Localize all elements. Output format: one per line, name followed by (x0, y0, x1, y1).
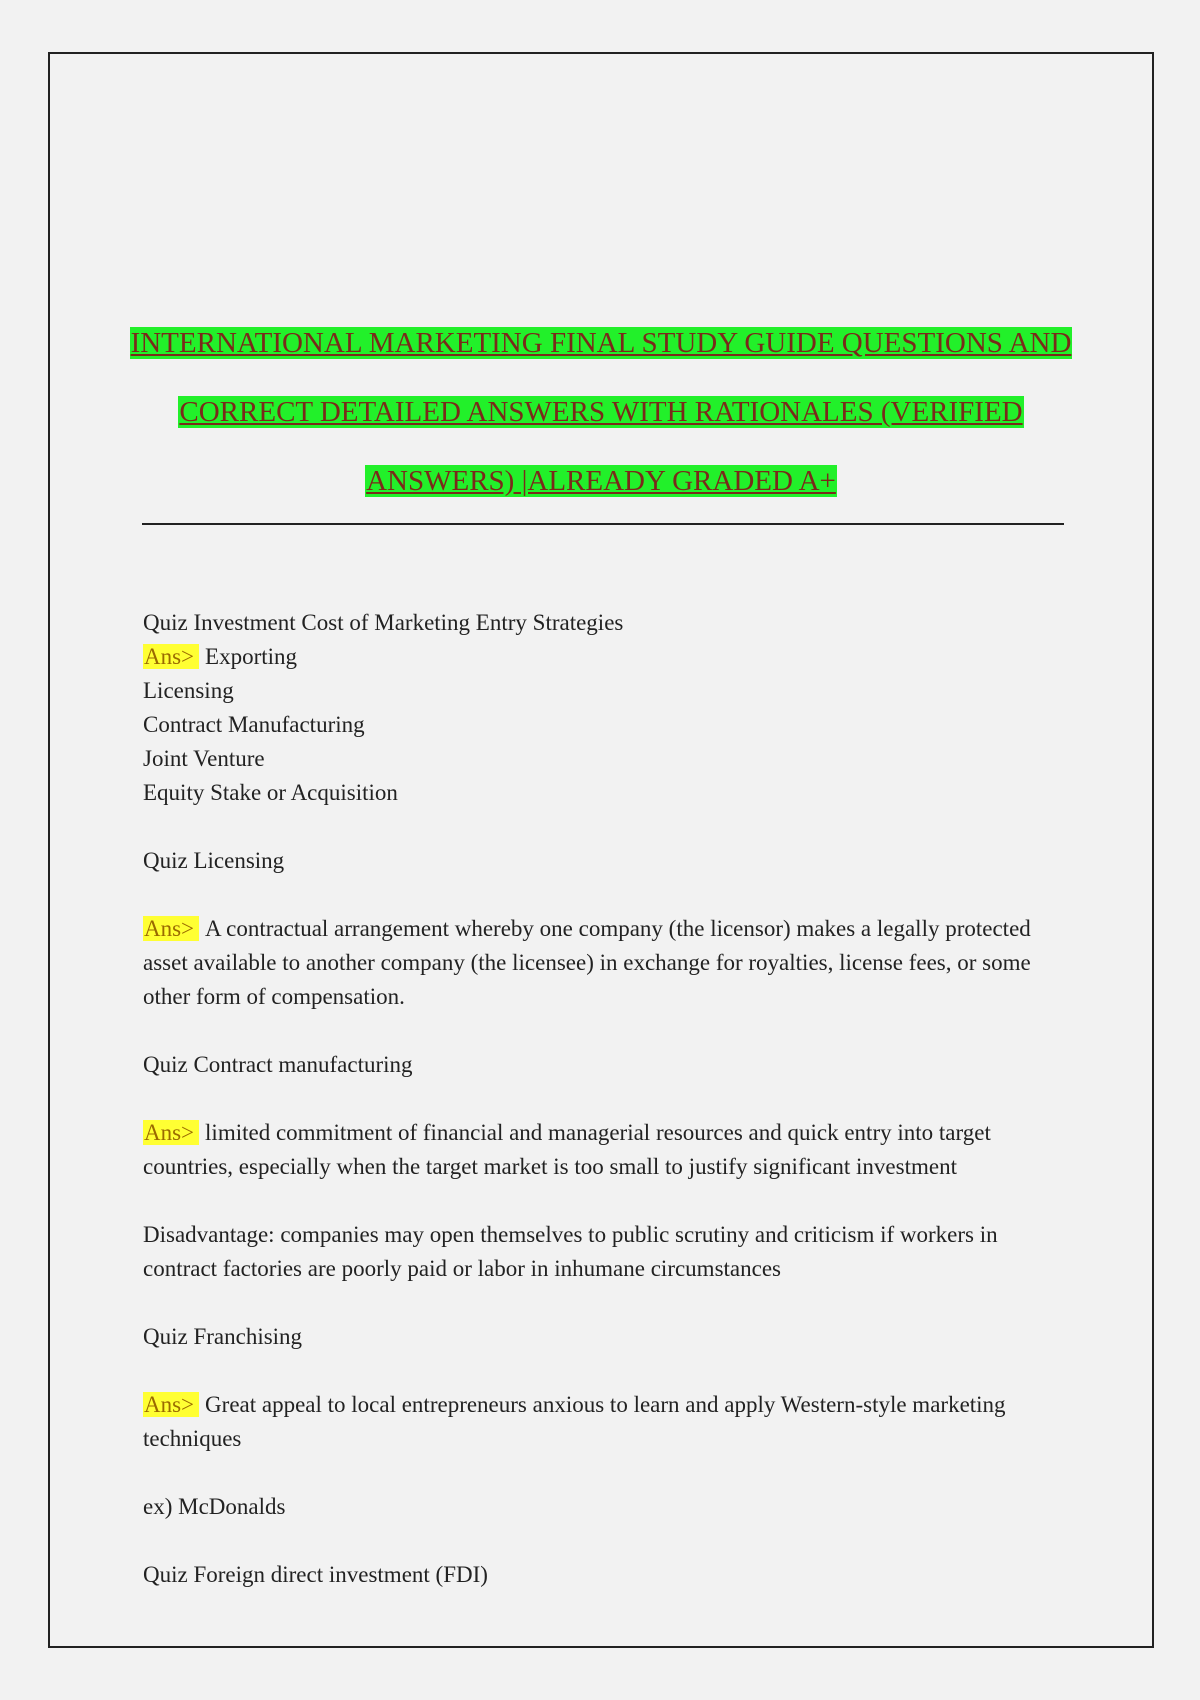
ans-label: Ans> (143, 916, 199, 941)
answer-investment-cost (143, 640, 1073, 674)
ans-label: Ans> (143, 644, 199, 669)
disadvantage-note: Disadvantage: companies may open themselves to public scrutiny and criticism if workers in contract factories are poorly paid or labor in inhumane circumstances (143, 1222, 998, 1281)
answer-licensing (143, 912, 1073, 1014)
answer-contract-manufacturing (143, 1116, 1073, 1184)
ans-label: Ans> (143, 1120, 199, 1145)
question-investment-cost: Quiz Investment Cost of Marketing Entry Strategies (143, 610, 624, 635)
answer-line: Contract Manufacturing (143, 712, 365, 737)
ans-label: Ans> (143, 1392, 199, 1417)
title-line-2: CORRECT DETAILED ANSWERS WITH RATIONALES (VERIFIED (179, 396, 1023, 428)
answer-franchising (143, 1388, 1073, 1456)
title-line-3: ANSWERS) |ALREADY GRADED A+ (366, 465, 836, 497)
question-licensing: Quiz Licensing (143, 848, 285, 873)
question-fdi: Quiz Foreign direct investment (FDI) (143, 1562, 488, 1587)
question-contract-manufacturing: Quiz Contract manufacturing (143, 1052, 413, 1077)
answer-line: Joint Venture (143, 746, 265, 771)
answer-text: limited commitment of financial and managerial resources and quick entry into target countries, especially when the target market is too small to justify significant investment (143, 1120, 991, 1179)
answer-line: Licensing (143, 678, 234, 703)
document-body (143, 606, 1073, 1592)
answer-text: Great appeal to local entrepreneurs anxious to learn and apply Western-style marketing techniques (143, 1392, 1006, 1451)
title-line-1: INTERNATIONAL MARKETING FINAL STUDY GUIDE QUESTIONS AND (130, 327, 1072, 359)
example-note: ex) McDonalds (143, 1494, 286, 1519)
answer-line: Equity Stake or Acquisition (143, 780, 398, 805)
document-page (48, 52, 1154, 1648)
answer-text: A contractual arrangement whereby one company (the licensor) makes a legally protected asset available to another company (the licensee) in exchange for royalties, license fees, or some other form of compensation. (143, 916, 1031, 1009)
answer-text: Exporting (205, 644, 298, 669)
document-title (50, 309, 1152, 516)
question-franchising: Quiz Franchising (143, 1324, 303, 1349)
title-divider (142, 523, 1064, 525)
